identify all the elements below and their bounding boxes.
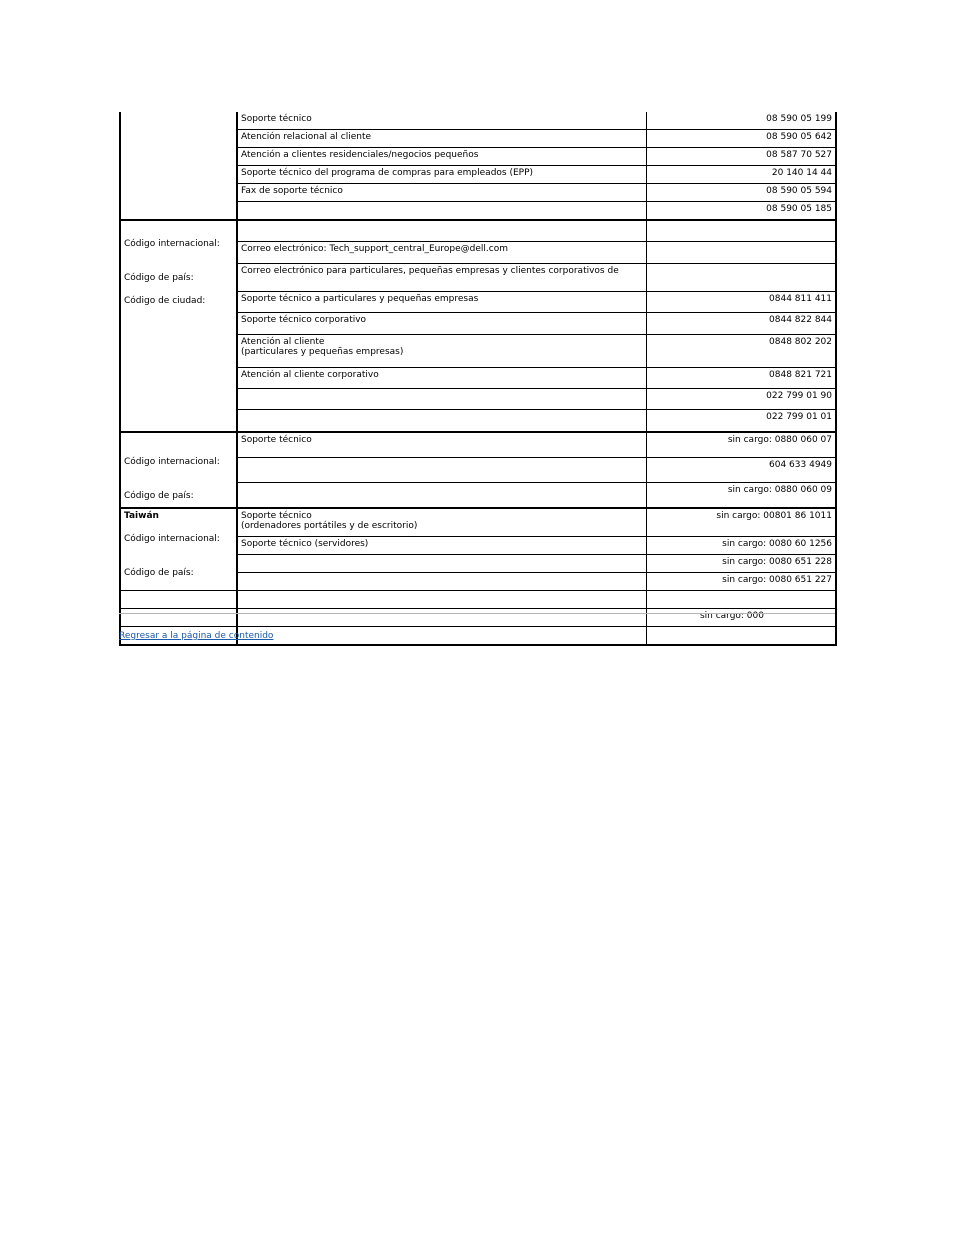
phone-number: 08 590 05 642 [646, 130, 836, 148]
phone-number: sin cargo: 00801 86 1011 [646, 508, 836, 537]
table-row [120, 112, 836, 130]
service-description: Soporte técnico del programa de compras para empleados (EPP) [237, 166, 646, 184]
country-code-label: Código de país: [124, 568, 194, 578]
phone-number: sin cargo: 0080 60 1256 [646, 537, 836, 555]
phone-number [646, 220, 836, 242]
service-description [237, 555, 646, 573]
city-code-label: Código de ciudad: [124, 296, 206, 306]
phone-number: 0844 811 411 [646, 291, 836, 312]
service-description [237, 410, 646, 432]
table-row [120, 609, 836, 627]
service-description [237, 458, 646, 483]
service-description: Atención relacional al cliente [237, 130, 646, 148]
country-cell [120, 508, 237, 591]
service-description [237, 202, 646, 221]
service-description: Atención a clientes residenciales/negocios pequeños [237, 148, 646, 166]
country-code-label: Código de país: [124, 491, 194, 501]
service-description [237, 220, 646, 242]
intl-code-label: Código internacional: [124, 534, 220, 544]
country-cell [120, 220, 237, 432]
phone-number: sin cargo: 0880 060 07 [646, 432, 836, 458]
country-cell [120, 112, 237, 220]
service-description [237, 591, 646, 609]
phone-number: sin cargo: 0080 651 228 [646, 555, 836, 573]
phone-number [646, 263, 836, 291]
phone-number: 022 799 01 01 [646, 410, 836, 432]
phone-number [646, 242, 836, 263]
contact-table [119, 112, 837, 646]
service-description: Atención al cliente corporativo [237, 367, 646, 388]
service-description: Fax de soporte técnico [237, 184, 646, 202]
phone-number: 08 590 05 185 [646, 202, 836, 221]
service-description: Soporte técnico (ordenadores portátiles y de escritorio) [237, 508, 646, 537]
service-description: Correo electrónico para particulares, pequeñas empresas y clientes corporativos de [237, 263, 646, 291]
service-description: Soporte técnico [237, 112, 646, 130]
phone-number: 0848 802 202 [646, 334, 836, 367]
phone-number: sin cargo: 000 [646, 609, 836, 627]
phone-number: 0844 822 844 [646, 313, 836, 334]
table-row [120, 220, 836, 242]
service-description [237, 609, 646, 627]
country-name: Taiwán [124, 511, 159, 521]
service-description: Soporte técnico corporativo [237, 313, 646, 334]
phone-number: sin cargo: 0880 060 09 [646, 483, 836, 509]
service-description [237, 573, 646, 591]
phone-number: 0848 821 721 [646, 367, 836, 388]
country-cell [120, 609, 237, 627]
phone-number: 08 590 05 594 [646, 184, 836, 202]
service-description: Correo electrónico: Tech_support_central_Europe@dell.com [237, 242, 646, 263]
service-description [237, 627, 646, 646]
horizontal-divider [119, 613, 835, 614]
phone-number: 08 587 70 527 [646, 148, 836, 166]
phone-number: 08 590 05 199 [646, 112, 836, 130]
country-code-label: Código de país: [124, 273, 194, 283]
intl-code-label: Código internacional: [124, 239, 220, 249]
intl-code-label: Código internacional: [124, 457, 220, 467]
service-description: Soporte técnico [237, 432, 646, 458]
phone-number: 20 140 14 44 [646, 166, 836, 184]
table-row [120, 432, 836, 458]
table-row [120, 591, 836, 609]
phone-number [646, 627, 836, 646]
phone-number: 604 633 4949 [646, 458, 836, 483]
service-description [237, 483, 646, 509]
service-description: Soporte técnico (servidores) [237, 537, 646, 555]
phone-number: sin cargo: 0080 651 227 [646, 573, 836, 591]
country-cell [120, 432, 237, 508]
phone-number [646, 591, 836, 609]
phone-number: 022 799 01 90 [646, 389, 836, 410]
country-cell [120, 591, 237, 609]
service-description [237, 389, 646, 410]
service-description: Soporte técnico a particulares y pequeñas empresas [237, 291, 646, 312]
table-row [120, 508, 836, 537]
back-to-contents-link[interactable]: Regresar a la página de contenido [119, 631, 274, 641]
service-description: Atención al cliente (particulares y pequeñas empresas) [237, 334, 646, 367]
